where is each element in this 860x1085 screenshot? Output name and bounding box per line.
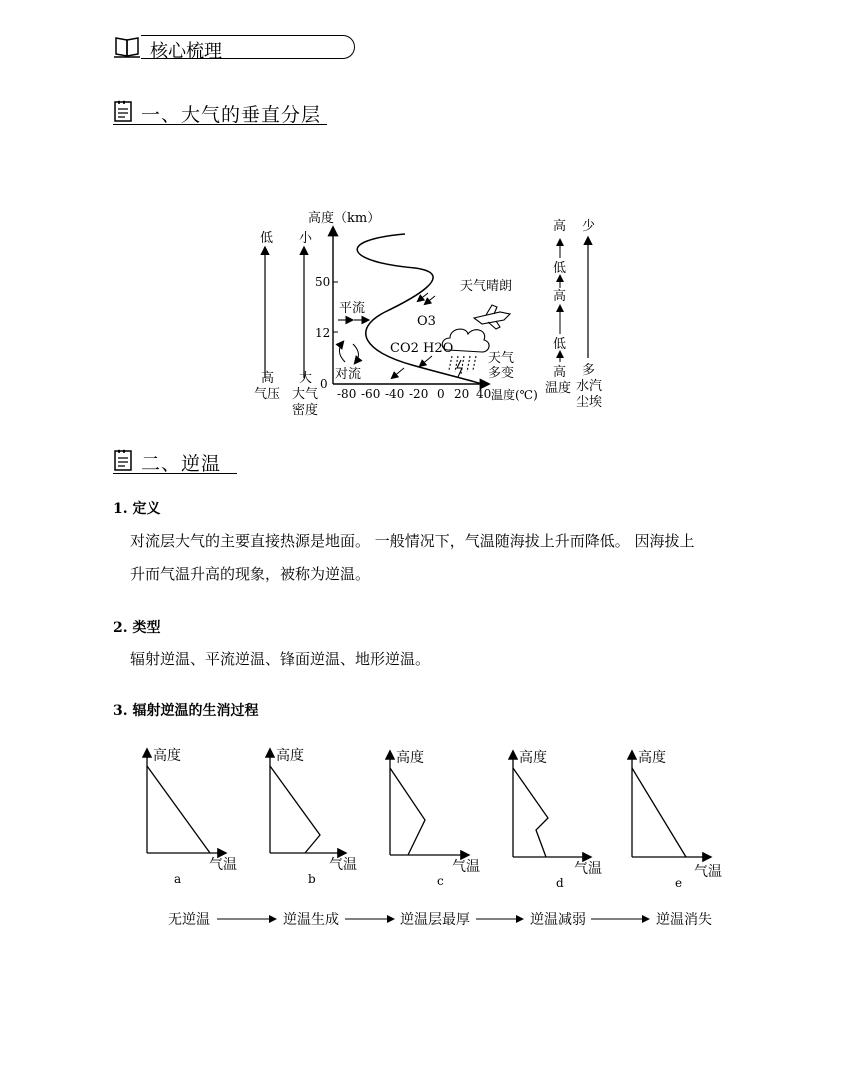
advection-label: 平流 — [339, 301, 366, 316]
x-tick: -20 — [409, 387, 429, 401]
definition-line-2: 升而气温升高的现象，被称为逆温。 — [130, 565, 371, 583]
y-tick-0: 0 — [320, 377, 328, 391]
pressure-bottom-label-1: 高 — [261, 371, 275, 386]
y-tick-12: 12 — [315, 326, 331, 340]
definition-text — [130, 525, 770, 591]
vapor-top-label: 少 — [582, 219, 596, 234]
section-title: 一、大气的垂直分层 — [141, 104, 322, 126]
chart-y-label: 高度 — [638, 750, 666, 766]
temperature-profile-line — [147, 766, 210, 853]
chart-letter: b — [308, 872, 316, 886]
chain-label: 低 — [553, 261, 567, 276]
temperature-profile-line — [513, 768, 548, 857]
chain-label: 低 — [553, 337, 567, 352]
chart-x-label: 气温 — [452, 859, 480, 875]
vapor-bottom-label-1: 多 — [582, 363, 596, 378]
density-bottom-label-3: 密度 — [292, 403, 319, 418]
inversion-chart-c — [390, 749, 480, 888]
sunny-weather-label: 天气晴朗 — [460, 279, 513, 294]
chart-y-label: 高度 — [153, 748, 181, 764]
temperature-profile-line — [632, 768, 686, 857]
x-tick-labels — [337, 387, 491, 401]
density-bottom-label-2: 大气 — [292, 387, 319, 402]
temperature-profile-line — [270, 766, 320, 853]
temperature-chain — [545, 218, 571, 396]
changeable-weather-label-1: 天气 — [488, 351, 515, 366]
book-icon — [113, 34, 143, 62]
vapor-bottom-label-2: 水汽 — [576, 379, 603, 394]
x-tick: -40 — [385, 387, 405, 401]
co2-h2o-label: CO2 H2O — [390, 341, 454, 356]
definition-heading: 1. 定义 — [113, 501, 161, 517]
temperature-profile-line — [390, 768, 425, 855]
chain-label: 高 — [553, 365, 567, 380]
chart-y-label: 高度 — [396, 750, 424, 766]
pressure-top-label: 低 — [260, 231, 274, 246]
section-title: 二、逆温 — [141, 453, 222, 475]
definition-line-1: 对流层大气的主要直接热源是地面。 一般情况下，气温随海拔上升而降低。 因海拔上 — [130, 532, 695, 550]
x-axis-label: 温度(℃) — [491, 388, 538, 402]
process-heading: 3. 辐射逆温的生消过程 — [113, 703, 259, 719]
inversion-chart-b — [270, 747, 357, 886]
inversion-chart-a — [147, 747, 237, 886]
y-tick-50: 50 — [315, 275, 331, 289]
chart-letter: e — [675, 876, 683, 890]
process-step: 逆温层最厚 — [400, 912, 470, 928]
x-tick: 20 — [454, 387, 470, 401]
chart-letter: d — [556, 876, 564, 890]
x-tick: 40 — [476, 387, 492, 401]
density-top-label: 小 — [299, 231, 313, 246]
notebook-icon — [113, 449, 135, 473]
radiation-inversion-charts — [130, 740, 750, 940]
changeable-weather-label-2: 多变 — [488, 366, 515, 381]
heading-underline — [113, 473, 237, 474]
chain-label: 高 — [553, 219, 567, 234]
pressure-bottom-label-2: 气压 — [254, 387, 281, 402]
chart-y-label: 高度 — [519, 750, 547, 766]
x-tick: -60 — [361, 387, 381, 401]
airplane-icon — [474, 305, 510, 329]
process-step: 逆温消失 — [656, 912, 712, 928]
inversion-chart-d — [513, 749, 602, 890]
inversion-chart-e — [632, 749, 722, 890]
process-step: 无逆温 — [168, 912, 210, 928]
process-flow — [168, 911, 712, 928]
chart-letter: a — [174, 872, 182, 886]
ozone-label: O3 — [417, 314, 436, 329]
process-step: 逆温减弱 — [530, 912, 586, 928]
x-tick: -80 — [337, 387, 357, 401]
chain-bottom-label: 温度 — [545, 381, 572, 396]
types-text: 辐射逆温、平流逆温、锋面逆温、地形逆温。 — [130, 650, 431, 668]
density-bottom-label-1: 大 — [299, 371, 313, 386]
badge-label: 核心梳理 — [150, 41, 222, 62]
chart-x-label: 气温 — [574, 861, 602, 877]
x-tick: 0 — [437, 387, 445, 401]
chart-x-label: 气温 — [209, 857, 237, 873]
chart-letter: c — [437, 874, 444, 888]
heading-underline — [113, 124, 327, 125]
height-axis-title: 高度（km） — [308, 211, 381, 226]
chart-y-label: 高度 — [276, 748, 304, 764]
vapor-bottom-label-3: 尘埃 — [576, 395, 603, 410]
chart-x-label: 气温 — [329, 857, 357, 873]
notebook-icon — [113, 100, 135, 124]
convection-label: 对流 — [335, 367, 362, 382]
atmosphere-layers-diagram — [240, 205, 620, 420]
chain-label: 高 — [553, 289, 567, 304]
process-step: 逆温生成 — [283, 912, 339, 928]
chart-x-label: 气温 — [694, 864, 722, 880]
types-heading: 2. 类型 — [113, 620, 161, 636]
